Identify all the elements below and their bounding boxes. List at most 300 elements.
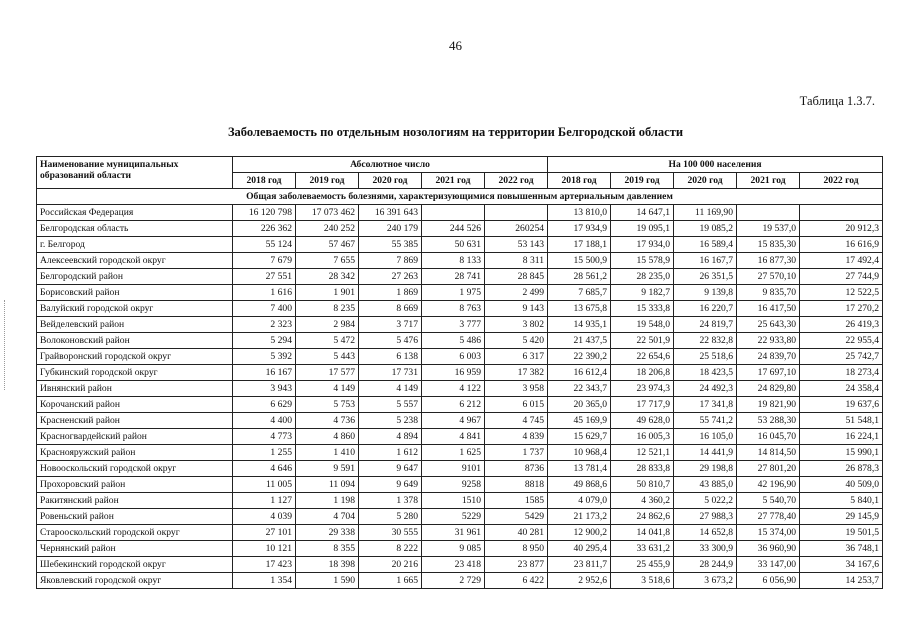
- value-cell: 6 317: [485, 349, 548, 365]
- value-cell: 260254: [485, 221, 548, 237]
- value-cell: 7 400: [233, 301, 296, 317]
- table-row: [37, 509, 883, 525]
- row-name-cell: Красненский район: [37, 413, 233, 429]
- value-cell: 8736: [485, 461, 548, 477]
- value-cell: 1 975: [422, 285, 485, 301]
- section-title: Общая заболеваемость болезнями, характеризующимися повышенным артериальным давлением: [37, 189, 883, 205]
- value-cell: 8 763: [422, 301, 485, 317]
- value-cell: 8 133: [422, 253, 485, 269]
- value-cell: 19 095,1: [611, 221, 674, 237]
- value-cell: 5 238: [359, 413, 422, 429]
- value-cell: 1 354: [233, 573, 296, 589]
- value-cell: 16 224,1: [800, 429, 883, 445]
- row-name-cell: Яковлевский городской округ: [37, 573, 233, 589]
- value-cell: 28 845: [485, 269, 548, 285]
- value-cell: 14 041,8: [611, 525, 674, 541]
- value-cell: 5 022,2: [674, 493, 737, 509]
- value-cell: 14 814,50: [737, 445, 800, 461]
- header-year-abs: 2020 год: [359, 173, 422, 189]
- value-cell: 5429: [485, 509, 548, 525]
- table-row: [37, 477, 883, 493]
- value-cell: 16 167,7: [674, 253, 737, 269]
- row-name-cell: Краснояружский район: [37, 445, 233, 461]
- header-name-col: Наименование муниципальных образований области: [37, 157, 233, 189]
- value-cell: 9 591: [296, 461, 359, 477]
- row-name-cell: Шебекинский городской округ: [37, 557, 233, 573]
- value-cell: 21 173,2: [548, 509, 611, 525]
- value-cell: 4 967: [422, 413, 485, 429]
- value-cell: 17 073 462: [296, 205, 359, 221]
- value-cell: 18 273,4: [800, 365, 883, 381]
- value-cell: 18 398: [296, 557, 359, 573]
- value-cell: 4 839: [485, 429, 548, 445]
- value-cell: 27 101: [233, 525, 296, 541]
- value-cell: 15 835,30: [737, 237, 800, 253]
- value-cell: 9 085: [422, 541, 485, 557]
- value-cell: 5 476: [359, 333, 422, 349]
- value-cell: 5 294: [233, 333, 296, 349]
- value-cell: 1 737: [485, 445, 548, 461]
- value-cell: 40 281: [485, 525, 548, 541]
- value-cell: 24 829,80: [737, 381, 800, 397]
- value-cell: 17 382: [485, 365, 548, 381]
- value-cell: 28 244,9: [674, 557, 737, 573]
- value-cell: 2 323: [233, 317, 296, 333]
- table-row: [37, 205, 883, 221]
- value-cell: 4 149: [296, 381, 359, 397]
- value-cell: 9 139,8: [674, 285, 737, 301]
- value-cell: 24 492,3: [674, 381, 737, 397]
- row-name-cell: Чернянский район: [37, 541, 233, 557]
- value-cell: 4 149: [359, 381, 422, 397]
- value-cell: 15 629,7: [548, 429, 611, 445]
- value-cell: 28 741: [422, 269, 485, 285]
- value-cell: 4 039: [233, 509, 296, 525]
- value-cell: 5 840,1: [800, 493, 883, 509]
- value-cell: 8818: [485, 477, 548, 493]
- value-cell: 1 616: [233, 285, 296, 301]
- value-cell: 10 121: [233, 541, 296, 557]
- value-cell: 5 540,70: [737, 493, 800, 509]
- value-cell: 18 206,8: [611, 365, 674, 381]
- header-year-abs: 2022 год: [485, 173, 548, 189]
- value-cell: 15 333,8: [611, 301, 674, 317]
- value-cell: 57 467: [296, 237, 359, 253]
- value-cell: 29 145,9: [800, 509, 883, 525]
- value-cell: 5 443: [296, 349, 359, 365]
- value-cell: 33 631,2: [611, 541, 674, 557]
- value-cell: 7 655: [296, 253, 359, 269]
- table-row: [37, 541, 883, 557]
- value-cell: 45 169,9: [548, 413, 611, 429]
- row-name-cell: Ровеньский район: [37, 509, 233, 525]
- value-cell: 49 628,0: [611, 413, 674, 429]
- value-cell: 3 943: [233, 381, 296, 397]
- value-cell: 3 673,2: [674, 573, 737, 589]
- value-cell: 16 877,30: [737, 253, 800, 269]
- value-cell: 20 365,0: [548, 397, 611, 413]
- value-cell: 15 374,00: [737, 525, 800, 541]
- section-row: [37, 189, 883, 205]
- value-cell: 6 015: [485, 397, 548, 413]
- value-cell: 3 518,6: [611, 573, 674, 589]
- value-cell: 11 005: [233, 477, 296, 493]
- value-cell: 24 862,6: [611, 509, 674, 525]
- value-cell: 7 685,7: [548, 285, 611, 301]
- value-cell: 28 235,0: [611, 269, 674, 285]
- value-cell: 11 169,90: [674, 205, 737, 221]
- row-name-cell: Волоконовский район: [37, 333, 233, 349]
- value-cell: 25 742,7: [800, 349, 883, 365]
- value-cell: 6 003: [422, 349, 485, 365]
- value-cell: 226 362: [233, 221, 296, 237]
- value-cell: 16 959: [422, 365, 485, 381]
- table-title: Заболеваемость по отдельным нозологиям на территории Белгородской области: [227, 125, 684, 139]
- value-cell: 55 741,2: [674, 413, 737, 429]
- value-cell: 5 557: [359, 397, 422, 413]
- value-cell: 21 437,5: [548, 333, 611, 349]
- value-cell: 5 753: [296, 397, 359, 413]
- value-cell: 9 835,70: [737, 285, 800, 301]
- value-cell: 40 509,0: [800, 477, 883, 493]
- table-row: [37, 493, 883, 509]
- table-row: [37, 525, 883, 541]
- value-cell: 17 934,0: [611, 237, 674, 253]
- value-cell: 16 005,3: [611, 429, 674, 445]
- value-cell: 22 390,2: [548, 349, 611, 365]
- value-cell: 2 984: [296, 317, 359, 333]
- value-cell: 17 717,9: [611, 397, 674, 413]
- value-cell: 1585: [485, 493, 548, 509]
- value-cell: 22 343,7: [548, 381, 611, 397]
- value-cell: 9101: [422, 461, 485, 477]
- value-cell: 244 526: [422, 221, 485, 237]
- value-cell: 18 423,5: [674, 365, 737, 381]
- value-cell: 1 665: [359, 573, 422, 589]
- value-cell: 25 643,30: [737, 317, 800, 333]
- value-cell: 27 988,3: [674, 509, 737, 525]
- value-cell: 25 518,6: [674, 349, 737, 365]
- value-cell: 8 355: [296, 541, 359, 557]
- value-cell: 24 358,4: [800, 381, 883, 397]
- value-cell: 2 499: [485, 285, 548, 301]
- value-cell: 7 869: [359, 253, 422, 269]
- value-cell: 14 253,7: [800, 573, 883, 589]
- header-year-per100k: 2019 год: [611, 173, 674, 189]
- row-name-cell: Белгородская область: [37, 221, 233, 237]
- table-row: [37, 269, 883, 285]
- value-cell: 1 255: [233, 445, 296, 461]
- row-name-cell: Российская Федерация: [37, 205, 233, 221]
- value-cell: 240 179: [359, 221, 422, 237]
- header-group-absolute: Абсолютное число: [233, 157, 548, 173]
- value-cell: 26 419,3: [800, 317, 883, 333]
- value-cell: 30 555: [359, 525, 422, 541]
- value-cell: 36 960,90: [737, 541, 800, 557]
- header-row-groups: [37, 157, 883, 173]
- value-cell: 23 811,7: [548, 557, 611, 573]
- value-cell: 16 589,4: [674, 237, 737, 253]
- value-cell: 4 646: [233, 461, 296, 477]
- value-cell: 27 263: [359, 269, 422, 285]
- value-cell: 16 616,9: [800, 237, 883, 253]
- value-cell: 1 901: [296, 285, 359, 301]
- value-cell: 2 729: [422, 573, 485, 589]
- value-cell: 33 300,9: [674, 541, 737, 557]
- value-cell: 13 675,8: [548, 301, 611, 317]
- value-cell: 17 492,4: [800, 253, 883, 269]
- value-cell: 16 167: [233, 365, 296, 381]
- value-cell: 1 198: [296, 493, 359, 509]
- value-cell: 27 801,20: [737, 461, 800, 477]
- value-cell: 9 143: [485, 301, 548, 317]
- value-cell: 1 612: [359, 445, 422, 461]
- value-cell: 2 952,6: [548, 573, 611, 589]
- value-cell: 24 819,7: [674, 317, 737, 333]
- value-cell: 22 832,8: [674, 333, 737, 349]
- table-row: [37, 429, 883, 445]
- value-cell: 3 802: [485, 317, 548, 333]
- value-cell: 4 122: [422, 381, 485, 397]
- value-cell: 25 455,9: [611, 557, 674, 573]
- value-cell: 1 378: [359, 493, 422, 509]
- value-cell: 1 127: [233, 493, 296, 509]
- value-cell: 14 652,8: [674, 525, 737, 541]
- header-year-per100k: 2021 год: [737, 173, 800, 189]
- value-cell: 12 522,5: [800, 285, 883, 301]
- value-cell: 13 781,4: [548, 461, 611, 477]
- value-cell: 6 056,90: [737, 573, 800, 589]
- value-cell: 27 778,40: [737, 509, 800, 525]
- row-name-cell: Вейделевский район: [37, 317, 233, 333]
- row-name-cell: Красногвардейский район: [37, 429, 233, 445]
- table-row: [37, 301, 883, 317]
- value-cell: 22 955,4: [800, 333, 883, 349]
- value-cell: 29 198,8: [674, 461, 737, 477]
- value-cell: 4 400: [233, 413, 296, 429]
- table-row: [37, 413, 883, 429]
- row-name-cell: Губкинский городской округ: [37, 365, 233, 381]
- value-cell: 12 900,2: [548, 525, 611, 541]
- value-cell: 20 912,3: [800, 221, 883, 237]
- value-cell: 6 138: [359, 349, 422, 365]
- table-row: [37, 365, 883, 381]
- value-cell: 19 537,0: [737, 221, 800, 237]
- value-cell: 23 974,3: [611, 381, 674, 397]
- value-cell: 5 472: [296, 333, 359, 349]
- value-cell: 28 833,8: [611, 461, 674, 477]
- value-cell: 17 697,10: [737, 365, 800, 381]
- value-cell: 12 521,1: [611, 445, 674, 461]
- value-cell: 50 631: [422, 237, 485, 253]
- value-cell: 4 360,2: [611, 493, 674, 509]
- value-cell: 51 548,1: [800, 413, 883, 429]
- value-cell: 240 252: [296, 221, 359, 237]
- value-cell: 14 647,1: [611, 205, 674, 221]
- row-name-cell: Ивнянский район: [37, 381, 233, 397]
- row-name-cell: г. Белгород: [37, 237, 233, 253]
- value-cell: 16 612,4: [548, 365, 611, 381]
- row-name-cell: Валуйский городской округ: [37, 301, 233, 317]
- value-cell: 27 744,9: [800, 269, 883, 285]
- header-year-abs: 2021 год: [422, 173, 485, 189]
- row-name-cell: Новооскольский городской округ: [37, 461, 233, 477]
- scan-margin-mark: [4, 300, 8, 390]
- value-cell: 19 637,6: [800, 397, 883, 413]
- value-cell: 49 868,6: [548, 477, 611, 493]
- value-cell: 15 500,9: [548, 253, 611, 269]
- value-cell: 6 422: [485, 573, 548, 589]
- value-cell: 53 143: [485, 237, 548, 253]
- value-cell: 6 212: [422, 397, 485, 413]
- value-cell: 20 216: [359, 557, 422, 573]
- value-cell: 17 341,8: [674, 397, 737, 413]
- value-cell: 8 222: [359, 541, 422, 557]
- value-cell: 28 561,2: [548, 269, 611, 285]
- value-cell: 3 777: [422, 317, 485, 333]
- table-row: [37, 573, 883, 589]
- value-cell: 4 894: [359, 429, 422, 445]
- table-row: [37, 349, 883, 365]
- value-cell: 9 647: [359, 461, 422, 477]
- value-cell: 8 950: [485, 541, 548, 557]
- value-cell: 34 167,6: [800, 557, 883, 573]
- value-cell: [422, 205, 485, 221]
- value-cell: 14 935,1: [548, 317, 611, 333]
- value-cell: 16 220,7: [674, 301, 737, 317]
- value-cell: 6 629: [233, 397, 296, 413]
- value-cell: 26 878,3: [800, 461, 883, 477]
- value-cell: 22 933,80: [737, 333, 800, 349]
- table-label: Таблица 1.3.7.: [799, 94, 875, 108]
- value-cell: 11 094: [296, 477, 359, 493]
- table-row: [37, 237, 883, 253]
- value-cell: 1 869: [359, 285, 422, 301]
- value-cell: 16 105,0: [674, 429, 737, 445]
- value-cell: 3 958: [485, 381, 548, 397]
- table-row: [37, 253, 883, 269]
- value-cell: 23 418: [422, 557, 485, 573]
- value-cell: 40 295,4: [548, 541, 611, 557]
- value-cell: 31 961: [422, 525, 485, 541]
- value-cell: 3 717: [359, 317, 422, 333]
- row-name-cell: Старооскольский городской округ: [37, 525, 233, 541]
- value-cell: 17 188,1: [548, 237, 611, 253]
- value-cell: 4 773: [233, 429, 296, 445]
- value-cell: 26 351,5: [674, 269, 737, 285]
- value-cell: 36 748,1: [800, 541, 883, 557]
- header-year-abs: 2019 год: [296, 173, 359, 189]
- value-cell: 5 420: [485, 333, 548, 349]
- value-cell: 5 392: [233, 349, 296, 365]
- value-cell: [485, 205, 548, 221]
- value-cell: 53 288,30: [737, 413, 800, 429]
- value-cell: 17 577: [296, 365, 359, 381]
- table-row: [37, 557, 883, 573]
- value-cell: 4 841: [422, 429, 485, 445]
- table-row: [37, 285, 883, 301]
- value-cell: 28 342: [296, 269, 359, 285]
- value-cell: 7 679: [233, 253, 296, 269]
- value-cell: 16 417,50: [737, 301, 800, 317]
- value-cell: 9 182,7: [611, 285, 674, 301]
- value-cell: [737, 205, 800, 221]
- value-cell: 16 045,70: [737, 429, 800, 445]
- value-cell: 27 551: [233, 269, 296, 285]
- value-cell: 27 570,10: [737, 269, 800, 285]
- row-name-cell: Белгородский район: [37, 269, 233, 285]
- value-cell: 4 079,0: [548, 493, 611, 509]
- value-cell: [800, 205, 883, 221]
- row-name-cell: Прохоровский район: [37, 477, 233, 493]
- value-cell: 4 745: [485, 413, 548, 429]
- value-cell: 8 669: [359, 301, 422, 317]
- row-name-cell: Ракитянский район: [37, 493, 233, 509]
- value-cell: 43 885,0: [674, 477, 737, 493]
- page-number: 46: [449, 38, 462, 53]
- value-cell: 4 704: [296, 509, 359, 525]
- table-row: [37, 381, 883, 397]
- table-row: [37, 397, 883, 413]
- value-cell: 17 423: [233, 557, 296, 573]
- value-cell: 55 124: [233, 237, 296, 253]
- value-cell: 42 196,90: [737, 477, 800, 493]
- table-row: [37, 333, 883, 349]
- header-year-per100k: 2018 год: [548, 173, 611, 189]
- value-cell: 13 810,0: [548, 205, 611, 221]
- value-cell: 16 391 643: [359, 205, 422, 221]
- value-cell: 15 578,9: [611, 253, 674, 269]
- value-cell: 19 821,90: [737, 397, 800, 413]
- value-cell: 22 501,9: [611, 333, 674, 349]
- value-cell: 16 120 798: [233, 205, 296, 221]
- value-cell: 24 839,70: [737, 349, 800, 365]
- row-name-cell: Алексеевский городской округ: [37, 253, 233, 269]
- value-cell: 29 338: [296, 525, 359, 541]
- value-cell: 19 548,0: [611, 317, 674, 333]
- value-cell: 5 486: [422, 333, 485, 349]
- value-cell: 17 270,2: [800, 301, 883, 317]
- value-cell: 55 385: [359, 237, 422, 253]
- value-cell: 5229: [422, 509, 485, 525]
- header-group-per100k: На 100 000 населения: [548, 157, 883, 173]
- value-cell: 50 810,7: [611, 477, 674, 493]
- value-cell: 19 501,5: [800, 525, 883, 541]
- value-cell: 8 311: [485, 253, 548, 269]
- value-cell: 4 860: [296, 429, 359, 445]
- value-cell: 17 731: [359, 365, 422, 381]
- table-row: [37, 317, 883, 333]
- table-row: [37, 221, 883, 237]
- value-cell: 14 441,9: [674, 445, 737, 461]
- value-cell: 10 968,4: [548, 445, 611, 461]
- row-name-cell: Корочанский район: [37, 397, 233, 413]
- value-cell: 17 934,9: [548, 221, 611, 237]
- value-cell: 22 654,6: [611, 349, 674, 365]
- value-cell: 19 085,2: [674, 221, 737, 237]
- value-cell: 15 990,1: [800, 445, 883, 461]
- header-year-per100k: 2022 год: [800, 173, 883, 189]
- table-row: [37, 461, 883, 477]
- value-cell: 1 625: [422, 445, 485, 461]
- header-year-per100k: 2020 год: [674, 173, 737, 189]
- value-cell: 23 877: [485, 557, 548, 573]
- morbidity-table: [36, 156, 883, 589]
- value-cell: 33 147,00: [737, 557, 800, 573]
- value-cell: 1510: [422, 493, 485, 509]
- row-name-cell: Борисовский район: [37, 285, 233, 301]
- value-cell: 1 410: [296, 445, 359, 461]
